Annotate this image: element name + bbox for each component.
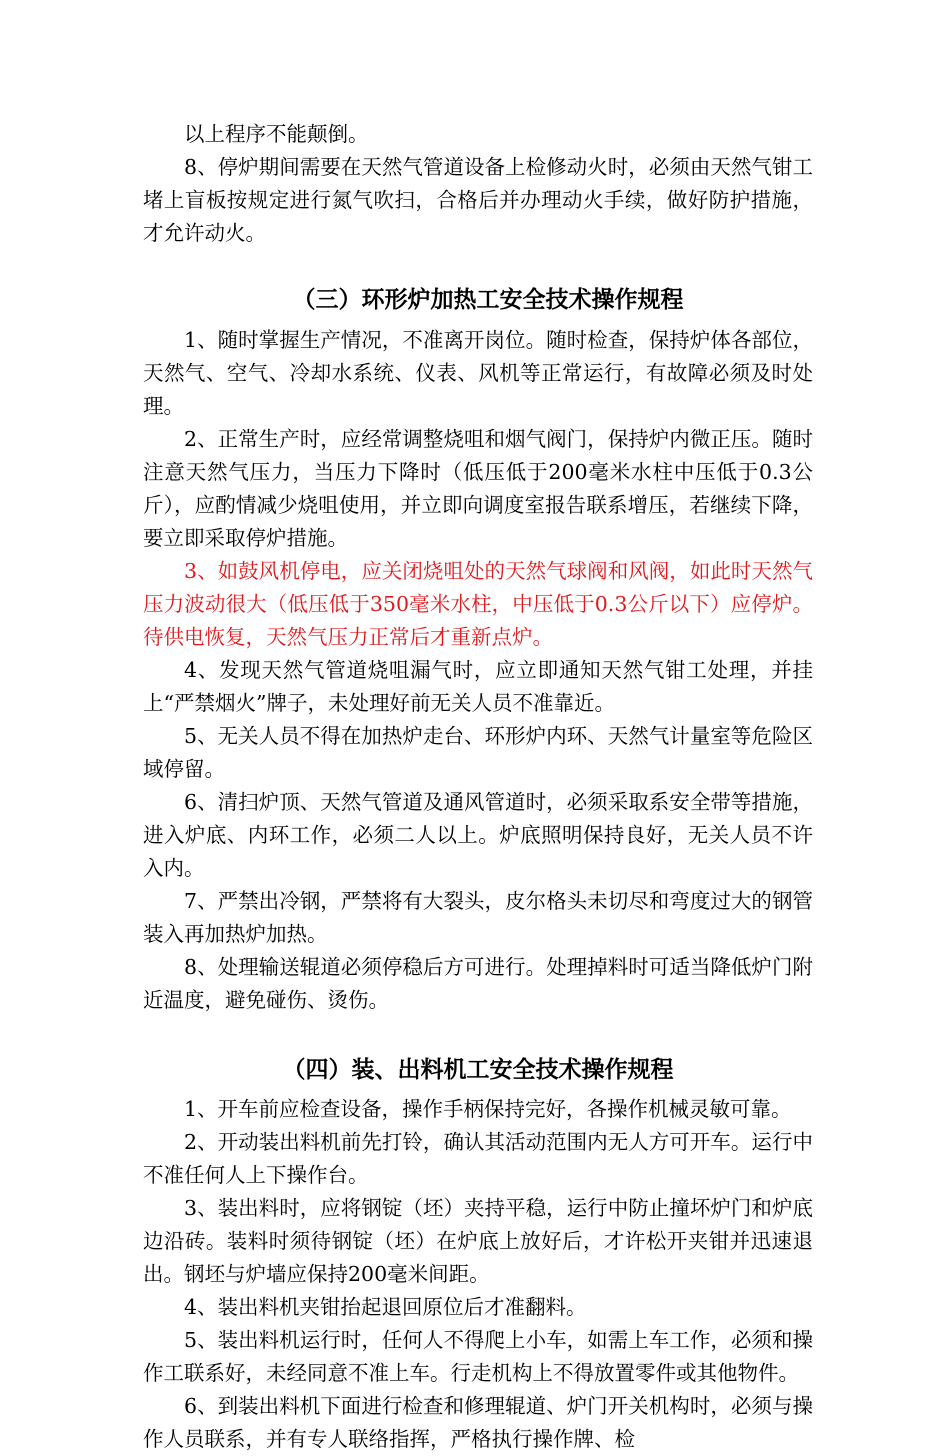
section-3-item-1: 1、随时掌握生产情况，不准离开岗位。随时检查，保持炉体各部位，天然气、空气、冷却水系统、仪表、风机等正常运行，有故障必须及时处理。 bbox=[143, 328, 813, 418]
section-3-item-6: 6、清扫炉顶、天然气管道及通风管道时，必须采取系安全带等措施，进入炉底、内环工作，必须二人以上。炉底照明保持良好，无关人员不许入内。 bbox=[143, 790, 813, 880]
section-4-item-3: 3、装出料时，应将钢锭（坯）夹持平稳，运行中防止撞坏炉门和炉底边沿砖。装料时须待钢锭（坯）在炉底上放好后，才许松开夹钳并迅速退出。钢坯与炉墙应保持200毫米间距。 bbox=[143, 1196, 813, 1286]
section-4-item-1: 1、开车前应检查设备，操作手柄保持完好，各操作机械灵敏可靠。 bbox=[184, 1097, 792, 1121]
section-3-item-5: 5、无关人员不得在加热炉走台、环形炉内环、天然气计量室等危险区域停留。 bbox=[143, 724, 813, 781]
intro-paragraph-1: 以上程序不能颠倒。 bbox=[184, 122, 369, 146]
section-4-item-4: 4、装出料机夹钳抬起退回原位后才准翻料。 bbox=[184, 1295, 587, 1319]
intro-paragraph-2: 8、停炉期间需要在天然气管道设备上检修动火时，必须由天然气钳工堵上盲板按规定进行氮气吹扫，合格后并办理动火手续，做好防护措施，才允许动火。 bbox=[143, 155, 813, 245]
document-page bbox=[143, 118, 813, 1456]
section-3-item-8: 8、处理输送辊道必须停稳后方可进行。处理掉料时可适当降低炉门附近温度，避免碰伤、烫伤。 bbox=[143, 955, 813, 1012]
section-4-item-2: 2、开动装出料机前先打铃，确认其活动范围内无人方可开车。运行中不准任何人上下操作台。 bbox=[143, 1130, 813, 1187]
section-4-item-6: 6、到装出料机下面进行检查和修理辊道、炉门开关机构时，必须与操作人员联系，并有专人联络指挥，严格执行操作牌、检 bbox=[143, 1394, 813, 1451]
section-3-item-2: 2、正常生产时，应经常调整烧咀和烟气阀门，保持炉内微正压。随时注意天然气压力，当压力下降时（低压低于200毫米水柱中压低于0.3公斤），应酌情减少烧咀使用，并立即向调度室报告联系增压，若继续下降，要立即采取停炉措施。 bbox=[143, 427, 813, 550]
section-3-item-7: 7、严禁出冷钢，严禁将有大裂头，皮尔格头未切尽和弯度过大的钢管装入再加热炉加热。 bbox=[143, 889, 813, 946]
section-3-item-4: 4、发现天然气管道烧咀漏气时，应立即通知天然气钳工处理，并挂上“严禁烟火”牌子，未处理好前无关人员不准靠近。 bbox=[143, 658, 813, 715]
section-4-item-5: 5、装出料机运行时，任何人不得爬上小车，如需上车工作，必须和操作工联系好，未经同意不准上车。行走机构上不得放置零件或其他物件。 bbox=[143, 1328, 813, 1385]
section-3-title: （三）环形炉加热工安全技术操作规程 bbox=[292, 287, 684, 313]
section-3-item-3-highlighted: 3、如鼓风机停电，应关闭烧咀处的天然气球阀和风阀，如此时天然气压力波动很大（低压低于350毫米水柱，中压低于0.3公斤以下）应停炉。待供电恢复，天然气压力正常后才重新点炉。 bbox=[143, 559, 813, 649]
section-4-title: （四）装、出料机工安全技术操作规程 bbox=[282, 1057, 674, 1083]
